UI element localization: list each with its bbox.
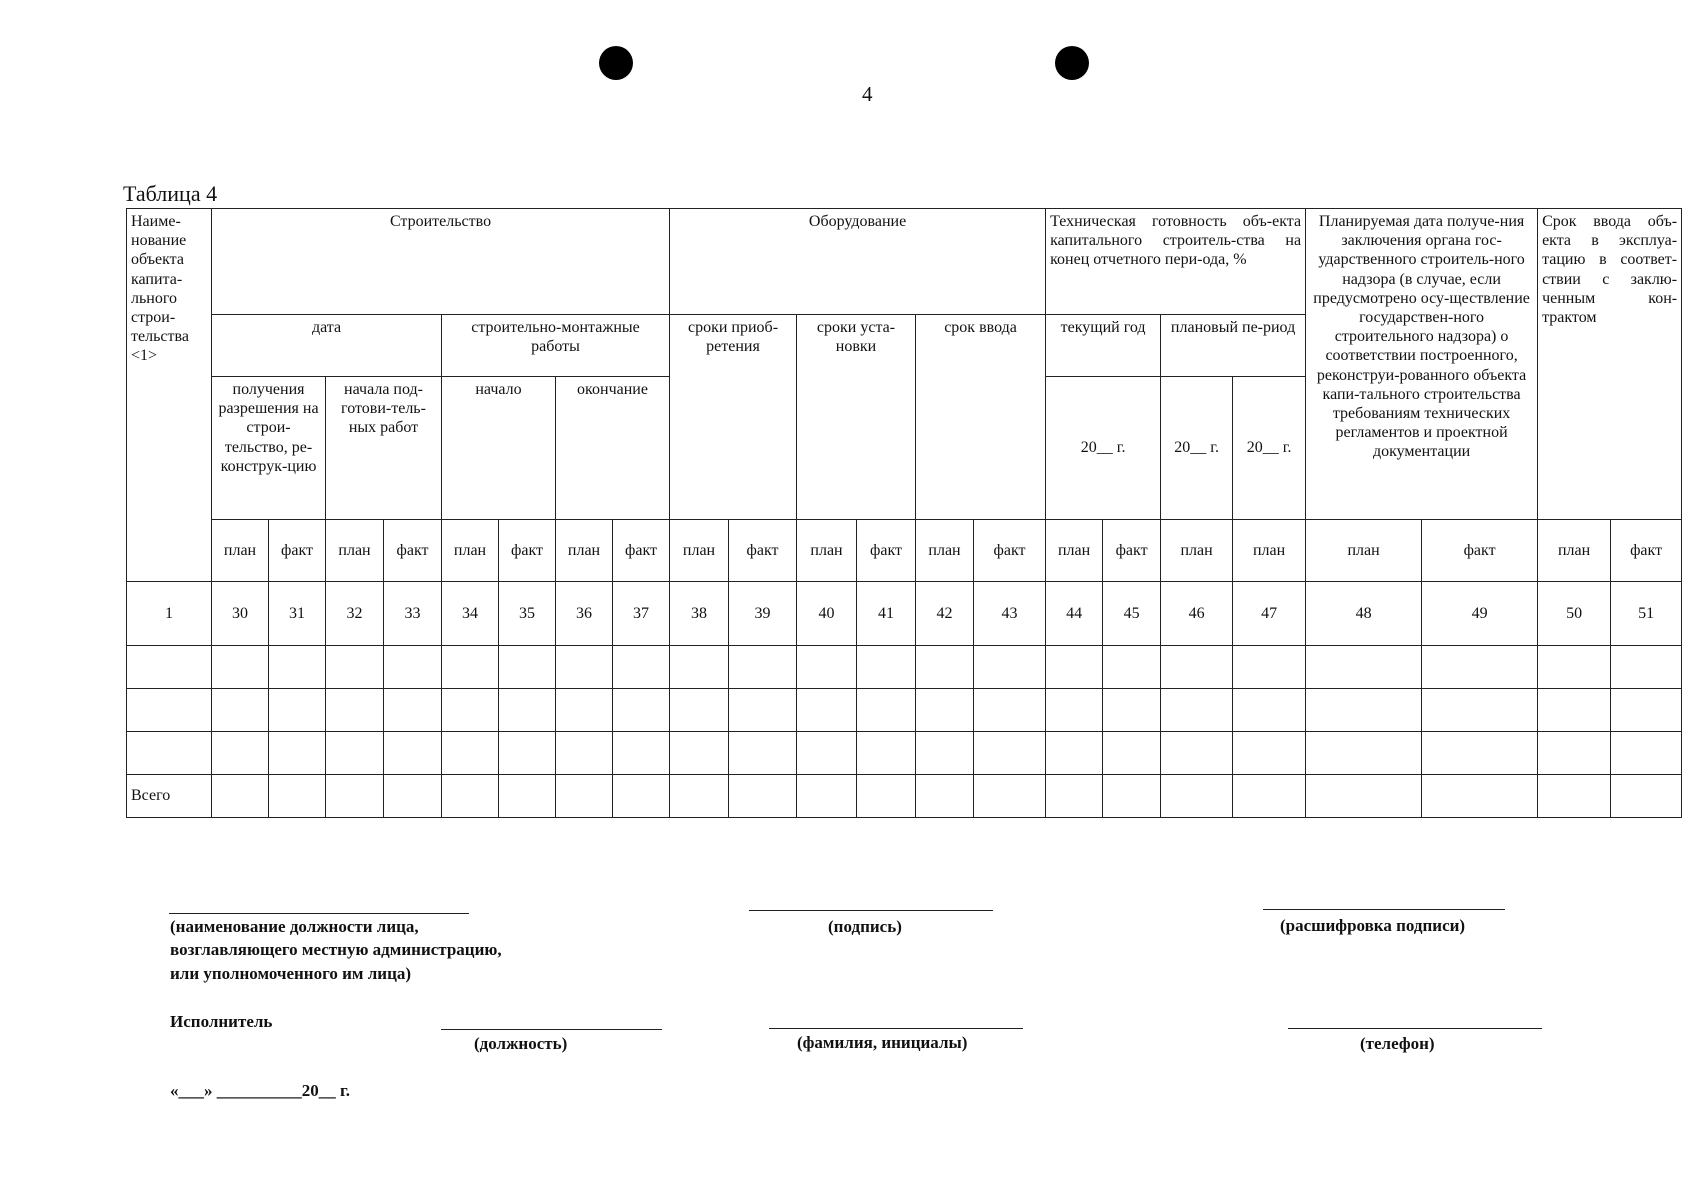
total-row	[127, 775, 1682, 818]
empty-cell[interactable]	[212, 689, 269, 732]
column-number: 42	[916, 582, 974, 646]
empty-cell[interactable]	[499, 732, 556, 775]
col-label-fact: факт	[613, 520, 670, 582]
header-date: дата	[212, 315, 442, 377]
empty-cell[interactable]	[1538, 689, 1611, 732]
empty-cell[interactable]	[127, 646, 212, 689]
empty-cell[interactable]	[613, 646, 670, 689]
total-cell[interactable]	[384, 775, 442, 818]
empty-row	[127, 646, 1682, 689]
column-number: 39	[729, 582, 797, 646]
empty-cell[interactable]	[797, 646, 857, 689]
total-cell[interactable]	[1611, 775, 1682, 818]
empty-cell[interactable]	[384, 732, 442, 775]
col-label-fact: факт	[1611, 520, 1682, 582]
empty-cell[interactable]	[1538, 646, 1611, 689]
decoding-caption: (расшифровка подписи)	[1280, 916, 1466, 935]
empty-cell[interactable]	[729, 646, 797, 689]
column-number: 30	[212, 582, 269, 646]
punch-hole-right	[1055, 46, 1089, 80]
column-number: 46	[1161, 582, 1233, 646]
total-cell[interactable]	[974, 775, 1046, 818]
column-number: 33	[384, 582, 442, 646]
column-number: 49	[1422, 582, 1538, 646]
punch-hole-left	[599, 46, 633, 80]
total-cell[interactable]	[499, 775, 556, 818]
total-cell[interactable]	[670, 775, 729, 818]
column-number: 1	[127, 582, 212, 646]
empty-cell[interactable]	[1233, 732, 1306, 775]
column-number: 51	[1611, 582, 1682, 646]
col-label-plan: план	[1046, 520, 1103, 582]
column-number: 31	[269, 582, 326, 646]
col-label-fact: факт	[499, 520, 556, 582]
total-cell[interactable]	[1161, 775, 1233, 818]
empty-cell[interactable]	[1233, 646, 1306, 689]
column-number: 34	[442, 582, 499, 646]
header-year-plan-1: 20__ г.	[1161, 377, 1233, 520]
empty-cell[interactable]	[613, 689, 670, 732]
empty-cell[interactable]	[916, 689, 974, 732]
empty-cell[interactable]	[1046, 732, 1103, 775]
page-number: 4	[862, 82, 873, 106]
empty-row	[127, 732, 1682, 775]
empty-cell[interactable]	[384, 689, 442, 732]
column-number: 36	[556, 582, 613, 646]
total-cell[interactable]	[1233, 775, 1306, 818]
total-cell[interactable]	[212, 775, 269, 818]
total-cell[interactable]	[1103, 775, 1161, 818]
total-cell[interactable]	[326, 775, 384, 818]
column-number: 50	[1538, 582, 1611, 646]
column-number: 43	[974, 582, 1046, 646]
date-line: «___» __________20__ г.	[170, 1081, 351, 1100]
empty-cell[interactable]	[797, 732, 857, 775]
total-cell[interactable]	[1422, 775, 1538, 818]
col-label-plan: план	[1306, 520, 1422, 582]
empty-cell[interactable]	[1538, 732, 1611, 775]
empty-cell[interactable]	[974, 646, 1046, 689]
empty-cell[interactable]	[1103, 646, 1161, 689]
empty-cell[interactable]	[916, 732, 974, 775]
table-caption: Таблица 4	[123, 181, 218, 206]
column-number: 35	[499, 582, 556, 646]
empty-cell[interactable]	[499, 646, 556, 689]
signature-line	[749, 910, 993, 911]
header-prep-start: начала под-готови-тель-ных работ	[326, 377, 442, 520]
col-label-fact: факт	[974, 520, 1046, 582]
col-label-plan: план	[212, 520, 269, 582]
header-equipment: Оборудование	[670, 209, 1046, 315]
empty-cell[interactable]	[326, 732, 384, 775]
empty-cell[interactable]	[127, 689, 212, 732]
empty-cell[interactable]	[857, 646, 916, 689]
empty-cell[interactable]	[384, 646, 442, 689]
header-cm-works: строительно-монтажные работы	[442, 315, 670, 377]
header-installation: сроки уста-новки	[797, 315, 916, 520]
col-label-plan: план	[916, 520, 974, 582]
executor-label: Исполнитель	[170, 1012, 273, 1031]
decoding-line	[1263, 909, 1505, 910]
name-caption: (фамилия, инициалы)	[797, 1033, 968, 1052]
col-label-plan: план	[556, 520, 613, 582]
empty-cell[interactable]	[326, 689, 384, 732]
header-tech-readiness: Техническая готовность объ-екта капитального строитель-ства на конец отчетного пери-ода, %	[1046, 209, 1306, 315]
total-cell[interactable]	[729, 775, 797, 818]
empty-cell[interactable]	[797, 689, 857, 732]
empty-cell[interactable]	[269, 646, 326, 689]
col-label-fact: факт	[1103, 520, 1161, 582]
col-label-plan: план	[326, 520, 384, 582]
total-cell[interactable]	[1538, 775, 1611, 818]
empty-cell[interactable]	[1611, 732, 1682, 775]
total-cell[interactable]	[613, 775, 670, 818]
col-label-plan: план	[1161, 520, 1233, 582]
total-cell[interactable]	[797, 775, 857, 818]
empty-cell[interactable]	[1161, 689, 1233, 732]
column-number: 47	[1233, 582, 1306, 646]
total-cell[interactable]	[442, 775, 499, 818]
total-cell[interactable]	[1046, 775, 1103, 818]
empty-cell[interactable]	[269, 689, 326, 732]
empty-cell[interactable]	[1611, 646, 1682, 689]
header-input-term: срок ввода	[916, 315, 1046, 520]
empty-cell[interactable]	[670, 689, 729, 732]
empty-cell[interactable]	[442, 646, 499, 689]
empty-cell[interactable]	[1422, 689, 1538, 732]
header-year-plan-2: 20__ г.	[1233, 377, 1306, 520]
total-cell[interactable]	[269, 775, 326, 818]
job-line	[441, 1029, 662, 1030]
empty-cell[interactable]	[442, 689, 499, 732]
header-object-name: Наиме-нование объекта капита-льного строи-тельства <1>	[127, 209, 212, 582]
position-line	[169, 913, 469, 914]
empty-cell[interactable]	[1422, 646, 1538, 689]
empty-cell[interactable]	[1306, 732, 1422, 775]
empty-cell[interactable]	[670, 732, 729, 775]
header-permit: получения разрешения на строи-тельство, ре-конструк-цию	[212, 377, 326, 520]
col-label-plan: план	[1233, 520, 1306, 582]
phone-caption: (телефон)	[1360, 1034, 1435, 1053]
empty-cell[interactable]	[1611, 689, 1682, 732]
empty-cell[interactable]	[670, 646, 729, 689]
header-start: начало	[442, 377, 556, 520]
col-label-plan: план	[670, 520, 729, 582]
total-label: Всего	[127, 775, 212, 818]
header-construction: Строительство	[212, 209, 670, 315]
empty-cell[interactable]	[1422, 732, 1538, 775]
empty-cell[interactable]	[857, 689, 916, 732]
empty-cell[interactable]	[442, 732, 499, 775]
col-label-fact: факт	[269, 520, 326, 582]
empty-cell[interactable]	[326, 646, 384, 689]
header-year-current: 20__ г.	[1046, 377, 1161, 520]
empty-cell[interactable]	[212, 732, 269, 775]
signature-caption: (подпись)	[828, 917, 902, 936]
header-planned-period: плановый пе-риод	[1161, 315, 1306, 377]
empty-cell[interactable]	[556, 732, 613, 775]
header-acquisition: сроки приоб-ретения	[670, 315, 797, 520]
total-cell[interactable]	[556, 775, 613, 818]
header-commissioning: Срок ввода объ-екта в эксплуа-тацию в соответ-ствии с заклю-ченным кон-трактом	[1538, 209, 1682, 520]
empty-cell[interactable]	[212, 646, 269, 689]
empty-cell[interactable]	[269, 732, 326, 775]
total-cell[interactable]	[916, 775, 974, 818]
empty-cell[interactable]	[556, 646, 613, 689]
column-number: 44	[1046, 582, 1103, 646]
empty-cell[interactable]	[1161, 646, 1233, 689]
empty-cell[interactable]	[729, 689, 797, 732]
empty-cell[interactable]	[916, 646, 974, 689]
col-label-plan: план	[1538, 520, 1611, 582]
empty-cell[interactable]	[1306, 689, 1422, 732]
empty-cell[interactable]	[1046, 689, 1103, 732]
empty-cell[interactable]	[729, 732, 797, 775]
column-number: 38	[670, 582, 729, 646]
col-label-fact: факт	[384, 520, 442, 582]
col-label-fact: факт	[857, 520, 916, 582]
header-end: окончание	[556, 377, 670, 520]
report-table	[126, 208, 1682, 818]
total-cell[interactable]	[1306, 775, 1422, 818]
empty-cell[interactable]	[127, 732, 212, 775]
col-label-plan: план	[797, 520, 857, 582]
column-number: 45	[1103, 582, 1161, 646]
name-line	[769, 1028, 1023, 1029]
header-current-year: текущий год	[1046, 315, 1161, 377]
phone-line	[1288, 1028, 1542, 1029]
empty-row	[127, 689, 1682, 732]
column-number: 32	[326, 582, 384, 646]
empty-cell[interactable]	[1233, 689, 1306, 732]
column-number: 48	[1306, 582, 1422, 646]
col-label-plan: план	[442, 520, 499, 582]
header-planned-date: Планируемая дата получе-ния заключения органа гос-ударственного строитель-ного надзора (в случае, если предусмотрено осу-ществление государствен-ного строительного надзора) о соответствии построенного, реконструи-рованного объекта капи-тального строительства требованиям технических регламентов и проектной документации	[1306, 209, 1538, 520]
column-number: 37	[613, 582, 670, 646]
column-number-row	[127, 582, 1682, 646]
empty-cell[interactable]	[1306, 646, 1422, 689]
empty-cell[interactable]	[499, 689, 556, 732]
empty-cell[interactable]	[1046, 646, 1103, 689]
empty-cell[interactable]	[974, 689, 1046, 732]
position-caption: (наименование должности лица, возглавляющего местную администрацию, или уполномоченного им лица)	[170, 917, 502, 983]
empty-cell[interactable]	[974, 732, 1046, 775]
empty-cell[interactable]	[556, 689, 613, 732]
empty-cell[interactable]	[613, 732, 670, 775]
empty-cell[interactable]	[1103, 689, 1161, 732]
empty-cell[interactable]	[857, 732, 916, 775]
col-label-fact: факт	[729, 520, 797, 582]
job-caption: (должность)	[474, 1034, 568, 1053]
column-number: 40	[797, 582, 857, 646]
empty-cell[interactable]	[1103, 732, 1161, 775]
empty-cell[interactable]	[1161, 732, 1233, 775]
total-cell[interactable]	[857, 775, 916, 818]
column-number: 41	[857, 582, 916, 646]
col-label-fact: факт	[1422, 520, 1538, 582]
